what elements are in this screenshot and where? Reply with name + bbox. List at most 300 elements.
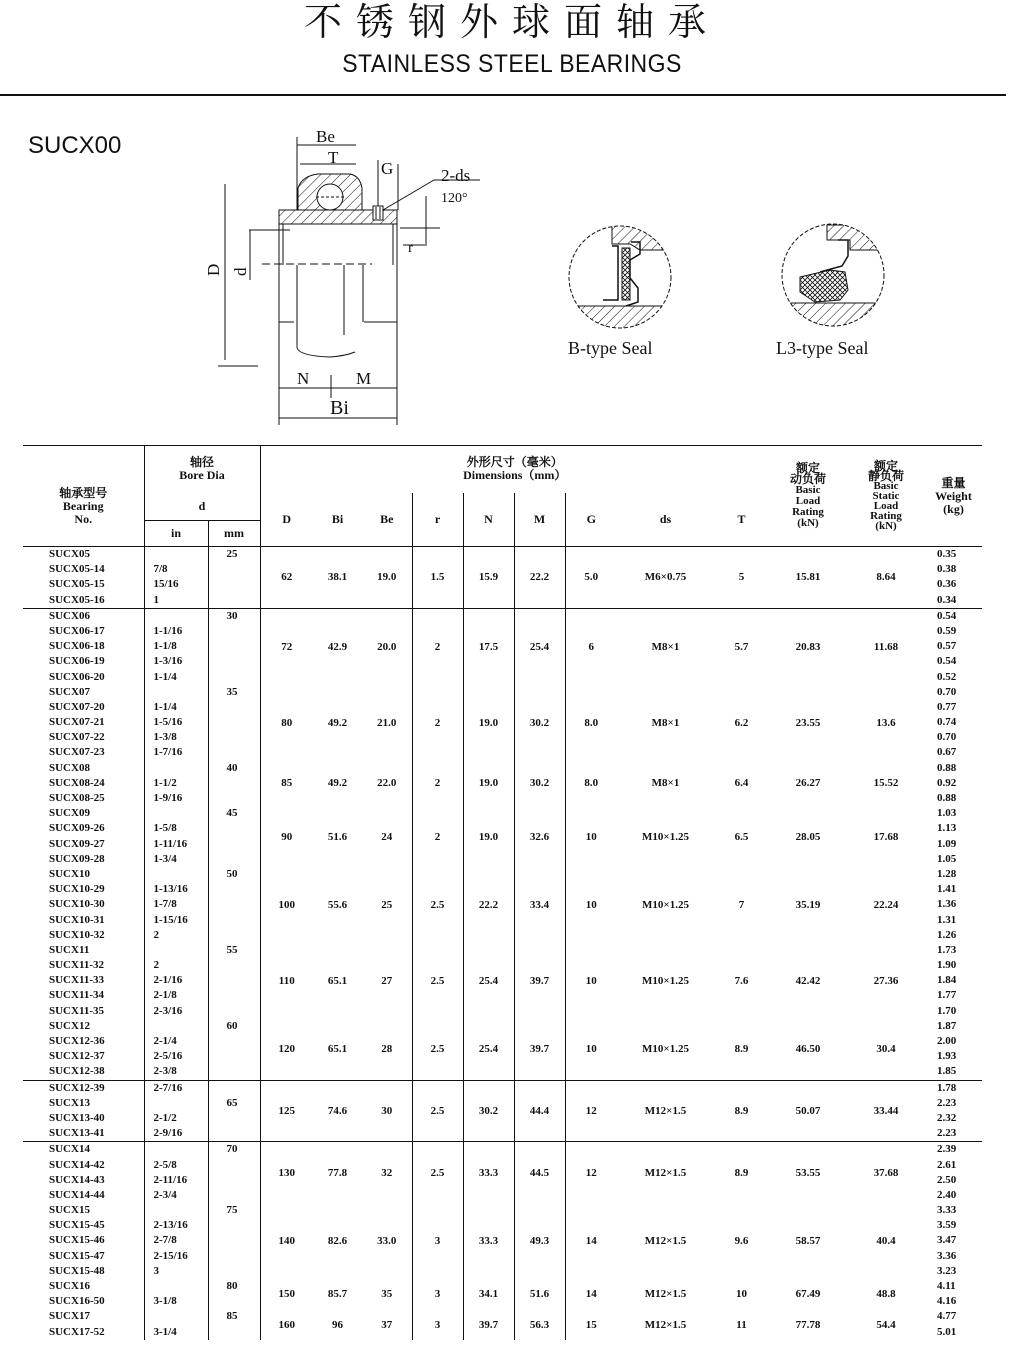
cell-0: SUCX07-20 bbox=[49, 700, 105, 713]
bore-in-cell bbox=[144, 685, 208, 761]
dim-Cor-cell bbox=[847, 867, 925, 943]
cell-1: 2-3/8 bbox=[153, 1065, 177, 1078]
dim-ds-cell bbox=[617, 1309, 714, 1339]
bearing-no-cell bbox=[23, 608, 144, 684]
dim-D-cell bbox=[260, 806, 313, 867]
cell-3: 4.77 bbox=[937, 1310, 957, 1323]
dim-Be-cell bbox=[362, 943, 412, 1019]
cell-Cor: 17.68 bbox=[873, 830, 899, 843]
cell-Be: 22.0 bbox=[377, 777, 397, 790]
bore-in-cell bbox=[144, 547, 208, 609]
cell-ds: M10×1.25 bbox=[642, 830, 689, 843]
cell-2 bbox=[227, 1325, 260, 1340]
cell-0: SUCX14-44 bbox=[49, 1188, 105, 1201]
dim-Cr-cell bbox=[769, 761, 847, 807]
weight-cell bbox=[925, 1309, 982, 1339]
weight-cell bbox=[925, 547, 982, 609]
cell-0: SUCX11-32 bbox=[49, 959, 105, 972]
cell-2 bbox=[227, 654, 260, 669]
cell-3: 0.88 bbox=[937, 761, 957, 774]
cell-2 bbox=[227, 700, 260, 715]
cell-3: 1.84 bbox=[937, 974, 957, 987]
cell-r: 2.5 bbox=[430, 1166, 445, 1179]
cell-1: 1-3/4 bbox=[153, 852, 177, 865]
cell-2 bbox=[227, 1081, 260, 1096]
cell-1: 1 bbox=[153, 593, 159, 606]
cell-0: SUCX15-47 bbox=[49, 1249, 105, 1262]
cell-2: 80 bbox=[226, 1280, 238, 1292]
dim-N-cell bbox=[463, 1279, 514, 1309]
cell-1: 15/16 bbox=[153, 578, 179, 591]
cell-3: 0.54 bbox=[937, 655, 957, 668]
dim-M-cell bbox=[514, 806, 565, 867]
dim-Cor-cell bbox=[847, 761, 925, 807]
header-in: in bbox=[144, 521, 208, 547]
cell-1: 1-15/16 bbox=[153, 913, 188, 926]
dim-M-cell bbox=[514, 867, 565, 943]
cell-3: 1.85 bbox=[937, 1065, 957, 1078]
cell-Cr: 50.07 bbox=[795, 1104, 821, 1117]
cell-1: 2-5/8 bbox=[153, 1158, 177, 1171]
dim-Cr-cell bbox=[769, 685, 847, 761]
cell-Cor: 27.36 bbox=[873, 974, 899, 987]
cell-2 bbox=[227, 639, 260, 654]
dim-Cor-cell bbox=[847, 1309, 925, 1339]
bearing-no-cell bbox=[23, 1279, 144, 1309]
cell-0: SUCX06-20 bbox=[49, 670, 105, 683]
cell-D: 90 bbox=[281, 830, 293, 843]
cell-D: 100 bbox=[278, 898, 295, 911]
cell-2 bbox=[227, 1049, 260, 1064]
cell-3: 0.52 bbox=[937, 670, 957, 683]
dim-M-cell bbox=[514, 1309, 565, 1339]
cell-Cr: 15.81 bbox=[795, 571, 821, 584]
cell-3: 0.59 bbox=[937, 624, 957, 637]
cell-G: 15 bbox=[585, 1318, 597, 1331]
cell-3: 4.16 bbox=[937, 1295, 957, 1308]
cell-r: 3 bbox=[434, 1288, 441, 1301]
cell-1: 2-11/16 bbox=[153, 1173, 188, 1186]
dim-G-cell bbox=[565, 685, 617, 761]
dim-T-cell bbox=[714, 806, 769, 867]
table-row-group bbox=[23, 608, 982, 684]
cell-2 bbox=[227, 1233, 260, 1248]
dim-r-cell bbox=[412, 1309, 463, 1339]
cell-D: 140 bbox=[278, 1235, 295, 1248]
header-weight: 重量 Weight (kg) bbox=[925, 446, 982, 547]
cell-1: 2-13/16 bbox=[153, 1219, 188, 1232]
cell-3: 0.67 bbox=[937, 746, 957, 759]
cell-r: 2.5 bbox=[430, 1104, 445, 1117]
dim-N-cell bbox=[463, 1080, 514, 1142]
bore-in-cell bbox=[144, 761, 208, 807]
dim-r-cell bbox=[412, 943, 463, 1019]
dim-Cr-cell bbox=[769, 1080, 847, 1142]
cell-0: SUCX07 bbox=[49, 685, 90, 698]
cell-1: 2-1/4 bbox=[153, 1035, 177, 1047]
cell-Bi: 51.6 bbox=[327, 830, 348, 843]
bearing-no-cell bbox=[23, 1080, 144, 1142]
cell-M: 22.2 bbox=[529, 571, 550, 584]
cell-3: 3.36 bbox=[937, 1249, 957, 1262]
cell-T: 11 bbox=[736, 1318, 747, 1331]
cell-Cor: 48.8 bbox=[876, 1288, 896, 1301]
dim-Be-cell bbox=[362, 1080, 412, 1142]
cell-Be: 37 bbox=[381, 1318, 393, 1331]
table-row-group bbox=[23, 1279, 982, 1309]
weight-cell bbox=[925, 1019, 982, 1080]
cell-Cor: 37.68 bbox=[873, 1166, 899, 1179]
cell-2 bbox=[227, 776, 260, 791]
header-T: T bbox=[714, 493, 769, 547]
cell-ds: M12×1.5 bbox=[644, 1318, 687, 1331]
cell-D: 85 bbox=[281, 777, 293, 790]
cell-N: 19.0 bbox=[478, 716, 499, 729]
cell-3: 0.38 bbox=[937, 563, 957, 576]
dim-G-cell bbox=[565, 943, 617, 1019]
inner-bore-body bbox=[262, 224, 397, 357]
header-static-load: 额定 静负荷 Basic Static Load Rating (kN) bbox=[847, 446, 925, 547]
header-ds: ds bbox=[617, 493, 714, 547]
weight-cell bbox=[925, 1080, 982, 1142]
dim-r-cell bbox=[412, 761, 463, 807]
page-title-english: STAINLESS STEEL BEARINGS bbox=[342, 50, 682, 78]
cell-T: 7.6 bbox=[734, 974, 749, 987]
weight-cell bbox=[925, 761, 982, 807]
cell-r: 1.5 bbox=[430, 571, 445, 584]
cell-G: 12 bbox=[585, 1166, 597, 1179]
cell-3: 2.32 bbox=[937, 1111, 957, 1124]
cell-3: 2.00 bbox=[937, 1035, 957, 1047]
bore-mm-cell bbox=[208, 867, 260, 943]
dimension-labels bbox=[204, 127, 470, 419]
cell-3: 2.40 bbox=[937, 1188, 957, 1201]
cell-Cr: 26.27 bbox=[795, 777, 821, 790]
dim-G-cell bbox=[565, 761, 617, 807]
cell-1 bbox=[154, 1203, 208, 1218]
cell-1 bbox=[154, 806, 208, 821]
dim-T-cell bbox=[714, 1279, 769, 1309]
cell-G: 10 bbox=[585, 974, 597, 987]
cell-M: 30.2 bbox=[529, 777, 550, 790]
dim-G-cell bbox=[565, 1019, 617, 1080]
dim-ds-cell bbox=[617, 1142, 714, 1203]
cell-2: 65 bbox=[226, 1096, 238, 1109]
label-Bi: Bi bbox=[330, 397, 349, 419]
dim-T-cell bbox=[714, 685, 769, 761]
cell-0: SUCX07-23 bbox=[49, 746, 105, 759]
cell-Cr: 20.83 bbox=[795, 640, 821, 653]
cell-Be: 27 bbox=[381, 974, 393, 987]
cell-2: 40 bbox=[226, 761, 238, 774]
cell-M: 49.3 bbox=[529, 1235, 550, 1248]
cell-T: 9.6 bbox=[734, 1235, 749, 1248]
dim-Cr-cell bbox=[769, 943, 847, 1019]
cell-T: 8.9 bbox=[734, 1166, 749, 1179]
cell-N: 22.2 bbox=[478, 898, 499, 911]
cell-0: SUCX09-26 bbox=[49, 822, 105, 835]
dim-ds-cell bbox=[617, 806, 714, 867]
cell-N: 33.3 bbox=[478, 1235, 499, 1248]
cell-2: 30 bbox=[226, 609, 238, 622]
cell-N: 19.0 bbox=[478, 830, 499, 843]
cell-0: SUCX15-46 bbox=[49, 1234, 105, 1247]
cell-1: 1-7/8 bbox=[153, 898, 177, 911]
cell-0: SUCX12-38 bbox=[49, 1065, 105, 1078]
dim-M-cell bbox=[514, 685, 565, 761]
table-row-group bbox=[23, 761, 982, 807]
table-row-group bbox=[23, 547, 982, 609]
cell-N: 25.4 bbox=[478, 1043, 499, 1056]
cell-2 bbox=[227, 1249, 260, 1264]
dim-Bi-cell bbox=[313, 806, 362, 867]
dim-N-cell bbox=[463, 547, 514, 609]
label-angle: 120° bbox=[441, 191, 468, 206]
header-Bi: Bi bbox=[313, 493, 362, 547]
b-type-seal-detail bbox=[560, 225, 690, 340]
cell-1: 2-1/2 bbox=[153, 1111, 177, 1124]
cell-2 bbox=[227, 791, 260, 806]
dim-Bi-cell bbox=[313, 685, 362, 761]
bore-in-cell bbox=[144, 1142, 208, 1203]
cell-2 bbox=[227, 1126, 260, 1141]
cell-1: 2 bbox=[153, 959, 159, 972]
cell-1: 2-9/16 bbox=[153, 1127, 183, 1140]
cell-r: 3 bbox=[434, 1318, 441, 1331]
table-row-group bbox=[23, 1080, 982, 1142]
dim-Be-cell bbox=[362, 608, 412, 684]
dim-r-cell bbox=[412, 1019, 463, 1080]
weight-cell bbox=[925, 1203, 982, 1279]
cell-Cr: 46.50 bbox=[795, 1043, 821, 1056]
cell-3: 1.70 bbox=[937, 1004, 957, 1017]
dim-M-cell bbox=[514, 943, 565, 1019]
dim-T-cell bbox=[714, 1203, 769, 1279]
cell-2: 60 bbox=[226, 1019, 238, 1032]
cell-r: 2.5 bbox=[430, 1043, 445, 1056]
cell-1: 1-9/16 bbox=[153, 792, 183, 804]
cell-1 bbox=[154, 761, 208, 776]
header-Be: Be bbox=[362, 493, 412, 547]
dim-r-cell bbox=[412, 685, 463, 761]
cell-G: 10 bbox=[585, 1043, 597, 1056]
bearing-no-cell bbox=[23, 806, 144, 867]
cell-ds: M12×1.5 bbox=[644, 1104, 687, 1117]
cell-Be: 30 bbox=[381, 1104, 393, 1117]
dim-Be-cell bbox=[362, 1019, 412, 1080]
cell-3: 0.77 bbox=[937, 700, 957, 713]
table-row-group bbox=[23, 806, 982, 867]
cell-T: 10 bbox=[736, 1288, 747, 1301]
bore-mm-cell bbox=[208, 608, 260, 684]
cell-N: 33.3 bbox=[478, 1166, 499, 1179]
bore-in-cell bbox=[144, 806, 208, 867]
dim-D-cell bbox=[260, 547, 313, 609]
weight-cell bbox=[925, 1279, 982, 1309]
cell-r: 3 bbox=[434, 1235, 441, 1248]
cell-2 bbox=[227, 577, 260, 592]
cell-3: 1.31 bbox=[937, 913, 957, 926]
model-series-label: SUCX00 bbox=[28, 132, 122, 159]
cell-3: 2.50 bbox=[937, 1173, 957, 1186]
cell-3: 0.88 bbox=[937, 792, 957, 804]
cell-0: SUCX11-33 bbox=[49, 974, 105, 987]
dim-D-cell bbox=[260, 761, 313, 807]
cell-3: 1.03 bbox=[937, 807, 957, 820]
header-D: D bbox=[260, 493, 313, 547]
dim-D-cell bbox=[260, 943, 313, 1019]
cell-3: 1.28 bbox=[937, 867, 957, 880]
cell-1: 7/8 bbox=[153, 563, 168, 576]
dim-M-cell bbox=[514, 761, 565, 807]
cell-3: 1.26 bbox=[937, 928, 957, 941]
dim-Bi-cell bbox=[313, 1203, 362, 1279]
bore-mm-cell bbox=[208, 547, 260, 609]
dim-T-cell bbox=[714, 1309, 769, 1339]
dim-Bi-cell bbox=[313, 943, 362, 1019]
cell-3: 2.61 bbox=[937, 1158, 957, 1171]
cell-N: 17.5 bbox=[478, 640, 499, 653]
dim-Bi-cell bbox=[313, 867, 362, 943]
dim-G-cell bbox=[565, 608, 617, 684]
cell-1 bbox=[154, 1096, 208, 1111]
cell-3: 0.54 bbox=[937, 609, 957, 622]
cell-2: 75 bbox=[226, 1204, 238, 1217]
dim-M-cell bbox=[514, 547, 565, 609]
cell-2 bbox=[227, 1064, 260, 1079]
cell-r: 2 bbox=[434, 777, 441, 790]
dim-M-cell bbox=[514, 608, 565, 684]
cell-Bi: 65.1 bbox=[327, 1043, 348, 1056]
bearing-no-cell bbox=[23, 547, 144, 609]
header-M: M bbox=[514, 493, 565, 547]
cell-Cor: 30.4 bbox=[876, 1043, 896, 1056]
cell-0: SUCX06-17 bbox=[49, 624, 105, 637]
cell-2 bbox=[227, 670, 260, 685]
label-r: r bbox=[408, 240, 413, 256]
cell-D: 130 bbox=[278, 1166, 295, 1179]
cell-0: SUCX12-39 bbox=[49, 1081, 105, 1094]
cell-3: 5.01 bbox=[937, 1325, 957, 1338]
cell-ds: M6×0.75 bbox=[644, 571, 687, 584]
cell-r: 2.5 bbox=[430, 898, 445, 911]
cell-Bi: 49.2 bbox=[327, 777, 348, 790]
cell-T: 6.2 bbox=[734, 716, 749, 729]
dim-Be-cell bbox=[362, 1142, 412, 1203]
cell-N: 19.0 bbox=[478, 777, 499, 790]
dim-Be-cell bbox=[362, 685, 412, 761]
dim-N-cell bbox=[463, 1309, 514, 1339]
table-row-group bbox=[23, 1309, 982, 1339]
dim-Cr-cell bbox=[769, 1309, 847, 1339]
label-M: M bbox=[356, 369, 372, 388]
dim-Cr-cell bbox=[769, 867, 847, 943]
cell-0: SUCX08-24 bbox=[49, 776, 105, 789]
cell-2 bbox=[227, 928, 260, 943]
cell-0: SUCX05-15 bbox=[49, 578, 105, 591]
cell-2 bbox=[227, 913, 260, 928]
dim-D-cell bbox=[260, 1203, 313, 1279]
dim-Be-cell bbox=[362, 1279, 412, 1309]
header-bore-d: d bbox=[144, 493, 260, 521]
page-title-chinese: 不锈钢外球面轴承 bbox=[303, 0, 720, 44]
dim-M-cell bbox=[514, 1142, 565, 1203]
cell-G: 8.0 bbox=[584, 777, 599, 790]
cell-ds: M8×1 bbox=[651, 640, 680, 653]
cell-0: SUCX09 bbox=[49, 807, 90, 820]
cell-ds: M8×1 bbox=[651, 777, 680, 790]
cell-2: 55 bbox=[226, 943, 238, 956]
dim-Be-cell bbox=[362, 547, 412, 609]
dim-Bi-cell bbox=[313, 1279, 362, 1309]
cell-Cr: 35.19 bbox=[795, 898, 821, 911]
dim-T-cell bbox=[714, 547, 769, 609]
cell-Be: 32 bbox=[381, 1166, 393, 1179]
cell-Cor: 11.68 bbox=[873, 640, 899, 653]
dim-ds-cell bbox=[617, 943, 714, 1019]
cell-0: SUCX17-52 bbox=[49, 1325, 105, 1338]
cell-3: 1.93 bbox=[937, 1050, 957, 1063]
cell-0: SUCX12-37 bbox=[49, 1050, 105, 1063]
label-D: D bbox=[204, 263, 223, 276]
dim-D-cell bbox=[260, 1142, 313, 1203]
bore-in-cell bbox=[144, 1279, 208, 1309]
dim-Cr-cell bbox=[769, 608, 847, 684]
cell-0: SUCX10 bbox=[49, 867, 90, 880]
cell-G: 10 bbox=[585, 830, 597, 843]
cell-Cor: 13.6 bbox=[876, 716, 896, 729]
cell-M: 44.4 bbox=[529, 1104, 550, 1117]
cell-M: 44.5 bbox=[529, 1166, 550, 1179]
bore-mm-cell bbox=[208, 1203, 260, 1279]
cell-ds: M12×1.5 bbox=[644, 1166, 687, 1179]
cell-1: 2-7/8 bbox=[153, 1234, 177, 1247]
cell-Be: 28 bbox=[381, 1043, 393, 1056]
cell-3: 1.09 bbox=[937, 837, 957, 850]
dim-r-cell bbox=[412, 806, 463, 867]
cell-T: 8.9 bbox=[734, 1104, 749, 1117]
table-row-group bbox=[23, 1142, 982, 1203]
cell-Cr: 53.55 bbox=[795, 1166, 821, 1179]
cell-D: 160 bbox=[278, 1318, 295, 1331]
cell-2 bbox=[227, 1188, 260, 1203]
outer-ring bbox=[298, 174, 362, 210]
cell-3: 4.11 bbox=[937, 1280, 956, 1292]
cell-1 bbox=[154, 1279, 208, 1294]
cell-Cr: 28.05 bbox=[795, 830, 821, 843]
cell-T: 8.9 bbox=[734, 1043, 749, 1056]
dim-N-cell bbox=[463, 685, 514, 761]
dim-ds-cell bbox=[617, 1080, 714, 1142]
dim-Cor-cell bbox=[847, 1080, 925, 1142]
dim-ds-cell bbox=[617, 761, 714, 807]
bore-in-cell bbox=[144, 608, 208, 684]
cell-Bi: 85.7 bbox=[327, 1288, 348, 1301]
header-dimensions: 外形尺寸（毫米） Dimensions（mm） bbox=[260, 446, 769, 493]
cell-Cr: 67.49 bbox=[795, 1288, 821, 1301]
cell-1 bbox=[154, 547, 208, 562]
cell-ds: M12×1.5 bbox=[644, 1235, 687, 1248]
cell-1: 2-5/16 bbox=[153, 1050, 183, 1063]
bore-in-cell bbox=[144, 1019, 208, 1080]
cell-G: 14 bbox=[585, 1235, 597, 1248]
cell-2 bbox=[227, 745, 260, 760]
dim-ds-cell bbox=[617, 547, 714, 609]
cell-Bi: 49.2 bbox=[327, 716, 348, 729]
cell-1: 1-1/2 bbox=[153, 776, 177, 789]
dim-Be-cell bbox=[362, 1309, 412, 1339]
cell-3: 0.35 bbox=[937, 548, 957, 560]
